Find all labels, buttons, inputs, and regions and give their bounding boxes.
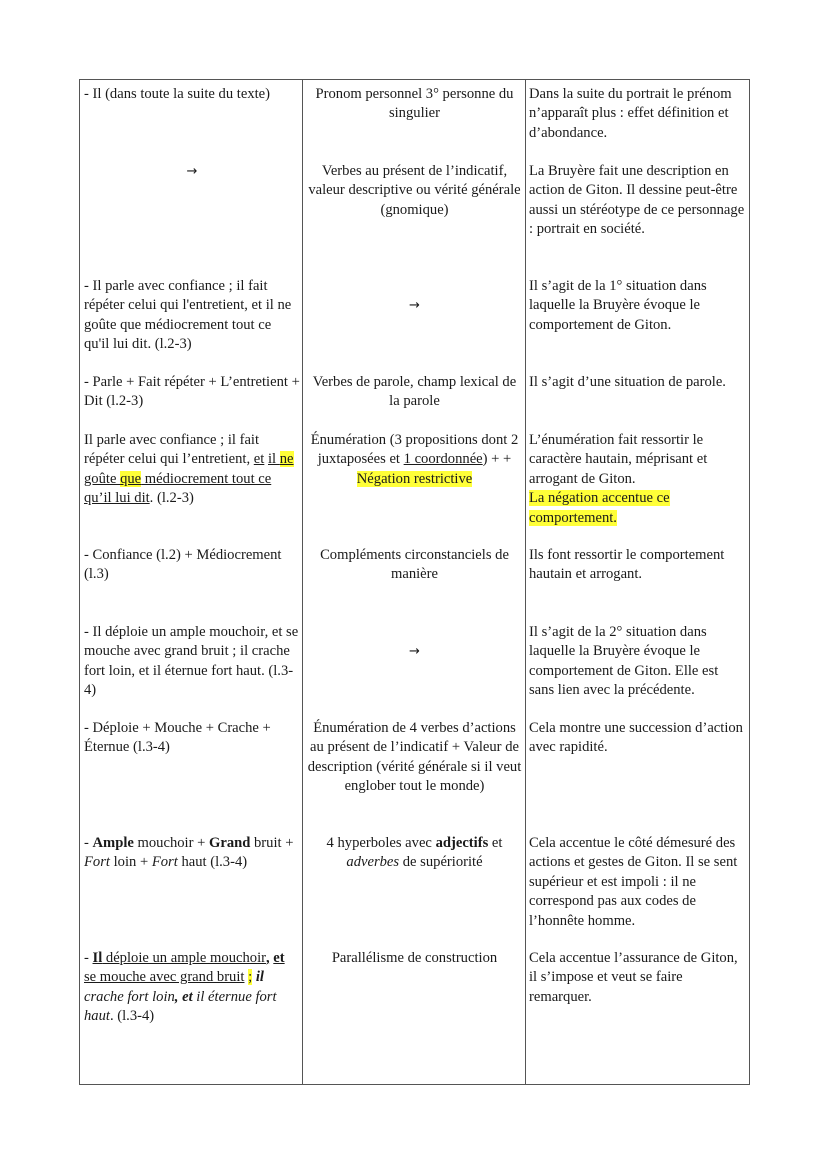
quote-text: -: [84, 835, 93, 851]
bold-adjective: Grand: [208, 835, 251, 851]
interpretation-cell: Il s’agit d’une situation de parole.: [529, 374, 726, 390]
underlined-text: goûte: [84, 470, 121, 487]
quote-text: loin +: [109, 854, 152, 871]
interpretation-cell: La Bruyère fait une description en action de Giton. Il dessine peut-être aussi un stéréotype de ce personnage : portrait en société.: [529, 163, 745, 238]
procede-cell: [306, 431, 523, 489]
procede-cell: Verbes de parole, champ lexical de la parole: [312, 374, 517, 410]
underlined-text: se mouche avec grand bruit: [84, 969, 245, 986]
procede-cell: Pronom personnel 3° personne du singulier: [315, 86, 514, 122]
procede-text: et: [488, 835, 503, 851]
highlighted-negation: ne: [279, 451, 294, 468]
arrow-right-icon: →: [186, 164, 198, 179]
quote-text: bruit +: [250, 835, 294, 851]
arrow-right-icon: →: [409, 644, 420, 659]
quote-cell: [84, 162, 300, 181]
highlighted-negation: que: [120, 470, 142, 487]
bold-text: adjectifs: [435, 835, 489, 851]
underlined-text: il: [267, 451, 280, 468]
quote-cell: - Il (dans toute la suite du texte): [84, 86, 271, 102]
column-divider: [525, 80, 526, 1084]
bold-italic-text: et: [182, 988, 193, 1005]
interpretation-cell: [529, 431, 747, 528]
procede-cell: [306, 277, 523, 315]
interpretation-cell: Cela accentue l’assurance de Giton, il s’impose et veut se faire remarquer.: [529, 950, 738, 1005]
quote-cell: - Il déploie un ample mouchoir, et se mouche avec grand bruit ; il crache fort loin, et il éternue fort haut. (l.3-4): [84, 624, 299, 699]
italic-text: crache fort loin: [84, 988, 175, 1005]
procede-cell: [306, 623, 523, 661]
italic-text: il éternue fort haut: [84, 988, 277, 1025]
procede-cell: Verbes au présent de l’indicatif, valeur descriptive ou vérité générale (gnomique): [308, 163, 521, 218]
italic-adverb: Fort: [84, 854, 110, 871]
line-reference: . (l.2-3): [149, 490, 194, 507]
procede-text: 4 hyperboles avec: [326, 835, 436, 851]
interpretation-text: L’énumération fait ressortir le caractère hautain, méprisant et arrogant de Giton.: [529, 432, 708, 487]
bold-italic-text: il: [255, 969, 264, 986]
quote-text: Il parle avec confiance ; il fait répéter celui qui l’entretient,: [84, 432, 260, 468]
bold-underlined-text: Il: [92, 950, 103, 966]
interpretation-cell: Cela accentue le côté démesuré des actions et gestes de Giton. Il se sent supérieur et est impoli : il ne correspond pas aux codes de l’honnête homme.: [529, 835, 738, 929]
italic-text: adverbes: [346, 854, 400, 871]
quote-cell: [84, 949, 300, 1027]
interpretation-cell: Il s’agit de la 2° situation dans laquelle la Bruyère évoque le comportement de Giton. Elle est sans lien avec la précédente.: [529, 624, 719, 699]
quote-cell: [84, 431, 300, 509]
procede-text: ) + +: [482, 451, 512, 468]
quote-cell: - Déploie + Mouche + Crache + Éternue (l.3-4): [84, 720, 271, 756]
procede-text: de supériorité: [399, 854, 483, 871]
procede-cell: Parallélisme de construction: [331, 950, 498, 966]
bold-underlined-text: ,: [265, 950, 270, 966]
underlined-text: médiocrement tout ce qu’il lui dit: [84, 470, 272, 507]
line-reference: haut (l.3-4): [177, 854, 248, 871]
interpretation-cell: Ils font ressortir le comportement hautain et arrogant.: [529, 547, 725, 583]
interpretation-cell: Il s’agit de la 1° situation dans laquelle la Bruyère évoque le comportement de Giton.: [529, 278, 707, 333]
highlighted-semicolon: ;: [248, 969, 253, 986]
line-reference: . (l.3-4): [109, 1008, 155, 1025]
underlined-conjunction: et: [253, 451, 265, 468]
italic-adverb: Fort: [151, 854, 178, 871]
interpretation-cell: Cela montre une succession d’action avec rapidité.: [529, 720, 743, 756]
highlighted-text: La négation accentue ce comportement.: [529, 490, 670, 526]
underlined-text: 1 coordonnée: [403, 451, 483, 468]
quote-text: -: [84, 950, 93, 966]
procede-cell: Énumération de 4 verbes d’actions au présent de l’indicatif + Valeur de description (vérité générale si il veut englober tout le monde): [307, 720, 522, 795]
quote-cell: [84, 834, 300, 873]
arrow-right-icon: →: [409, 298, 420, 313]
procede-cell: Compléments circonstanciels de manière: [320, 547, 509, 583]
bold-underlined-text: et: [273, 950, 285, 966]
quote-cell: - Il parle avec confiance ; il fait répéter celui qui l'entretient, et il ne goûte que médiocrement tout ce qu'il lui dit. (l.2-3): [84, 278, 292, 353]
underlined-text: déploie un ample mouchoir: [102, 950, 266, 966]
bold-adjective: Ample: [92, 835, 134, 851]
quote-cell: - Parle + Fait répéter + L’entretient + Dit (l.2-3): [84, 374, 300, 410]
column-divider: [302, 80, 303, 1084]
procede-text: Énumération (3 propositions dont 2 juxtaposées et: [310, 432, 519, 468]
interpretation-cell: Dans la suite du portrait le prénom n’apparaît plus : effet définition et d’abondance.: [529, 86, 732, 141]
quote-text: mouchoir +: [133, 835, 209, 851]
bold-italic-text: ,: [174, 988, 183, 1005]
highlighted-text: Négation restrictive: [356, 470, 473, 487]
analysis-table: [79, 79, 750, 1085]
quote-cell: - Confiance (l.2) + Médiocrement (l.3): [84, 547, 282, 583]
procede-cell: [306, 834, 523, 873]
